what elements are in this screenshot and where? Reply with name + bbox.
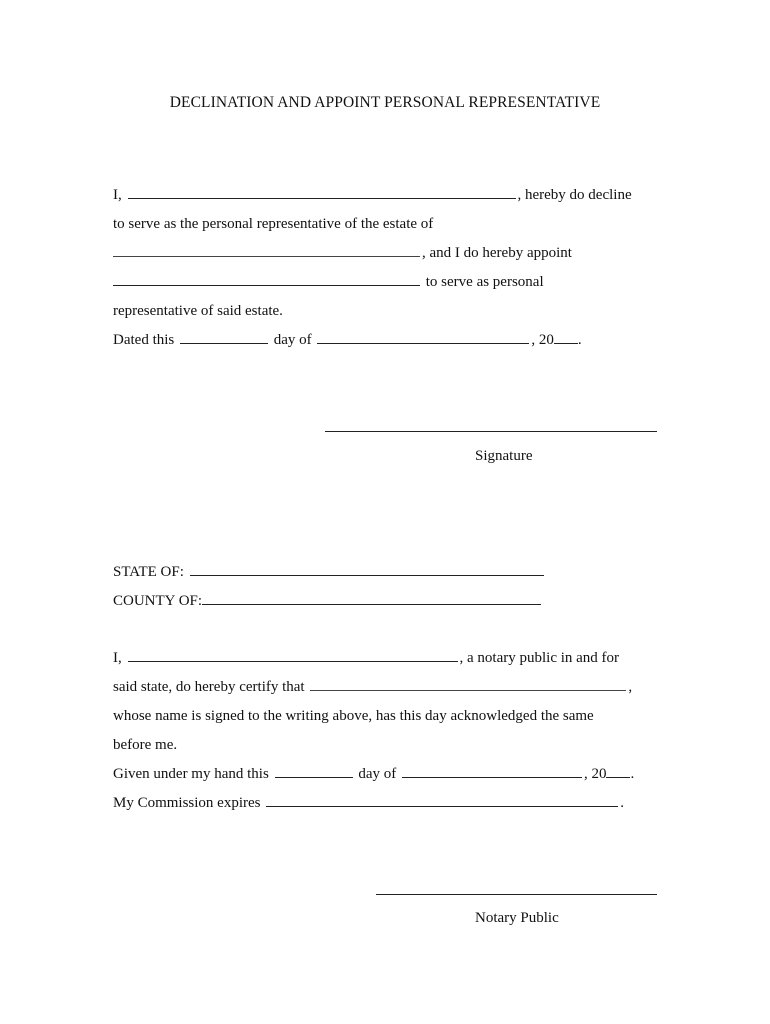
county-label: COUNTY OF:	[113, 593, 203, 609]
document-title: DECLINATION AND APPOINT PERSONAL REPRESENTATIVE	[169, 94, 601, 111]
commission-period: .	[620, 795, 625, 811]
notary-prefix: I,	[113, 650, 122, 666]
declarant-prefix: I,	[113, 187, 122, 203]
decline-text: , hereby do decline	[517, 187, 632, 203]
declination-line-5: representative of said estate.	[113, 303, 283, 319]
given-year-prefix: , 20	[583, 766, 607, 782]
declarant-name-blank[interactable]	[128, 185, 516, 199]
notary-line-2	[113, 677, 632, 697]
dated-year-blank[interactable]	[554, 330, 578, 344]
declination-line-2: to serve as the personal representative of the estate of	[113, 216, 434, 232]
given-day-of-label: day of	[358, 766, 397, 782]
dated-line	[113, 330, 582, 350]
given-year-blank[interactable]	[606, 764, 630, 778]
signature-label: Signature	[475, 448, 533, 464]
county-blank[interactable]	[202, 591, 541, 605]
declination-line-1	[113, 185, 632, 205]
serve-text: to serve as personal	[425, 274, 544, 290]
dated-period: .	[577, 332, 582, 348]
commission-label: My Commission expires	[113, 795, 261, 811]
notary-signature-line[interactable]	[376, 894, 657, 895]
commission-line	[113, 793, 624, 813]
dated-month-blank[interactable]	[317, 330, 529, 344]
notary-line-1	[113, 648, 619, 668]
dated-this-label: Dated this	[113, 332, 175, 348]
commission-blank[interactable]	[266, 793, 618, 807]
year-prefix: , 20	[531, 332, 554, 348]
state-blank[interactable]	[190, 562, 544, 576]
state-line	[113, 562, 546, 582]
given-line	[113, 764, 634, 784]
given-label: Given under my hand this	[113, 766, 269, 782]
certified-person-blank[interactable]	[310, 677, 626, 691]
estate-name-blank[interactable]	[113, 243, 420, 257]
appoint-text: , and I do hereby appoint	[422, 245, 572, 261]
notary-public-label: Notary Public	[475, 910, 559, 926]
notary-line-4: before me.	[113, 737, 178, 753]
notary-name-blank[interactable]	[128, 648, 458, 662]
declination-line-4	[113, 272, 544, 292]
given-period: .	[630, 766, 635, 782]
certify-text: said state, do hereby certify that	[113, 679, 305, 695]
notary-line-3: whose name is signed to the writing above, has this day acknowledged the same	[113, 708, 594, 724]
county-line	[113, 591, 543, 611]
appointee-name-blank[interactable]	[113, 272, 420, 286]
notary-public-text: , a notary public in and for	[459, 650, 620, 666]
day-of-label: day of	[273, 332, 312, 348]
given-day-blank[interactable]	[275, 764, 353, 778]
signature-line[interactable]	[325, 431, 657, 432]
dated-day-blank[interactable]	[180, 330, 268, 344]
declination-line-3	[113, 243, 572, 263]
given-month-blank[interactable]	[402, 764, 582, 778]
state-label: STATE OF:	[113, 564, 184, 580]
certify-comma: ,	[628, 679, 633, 695]
